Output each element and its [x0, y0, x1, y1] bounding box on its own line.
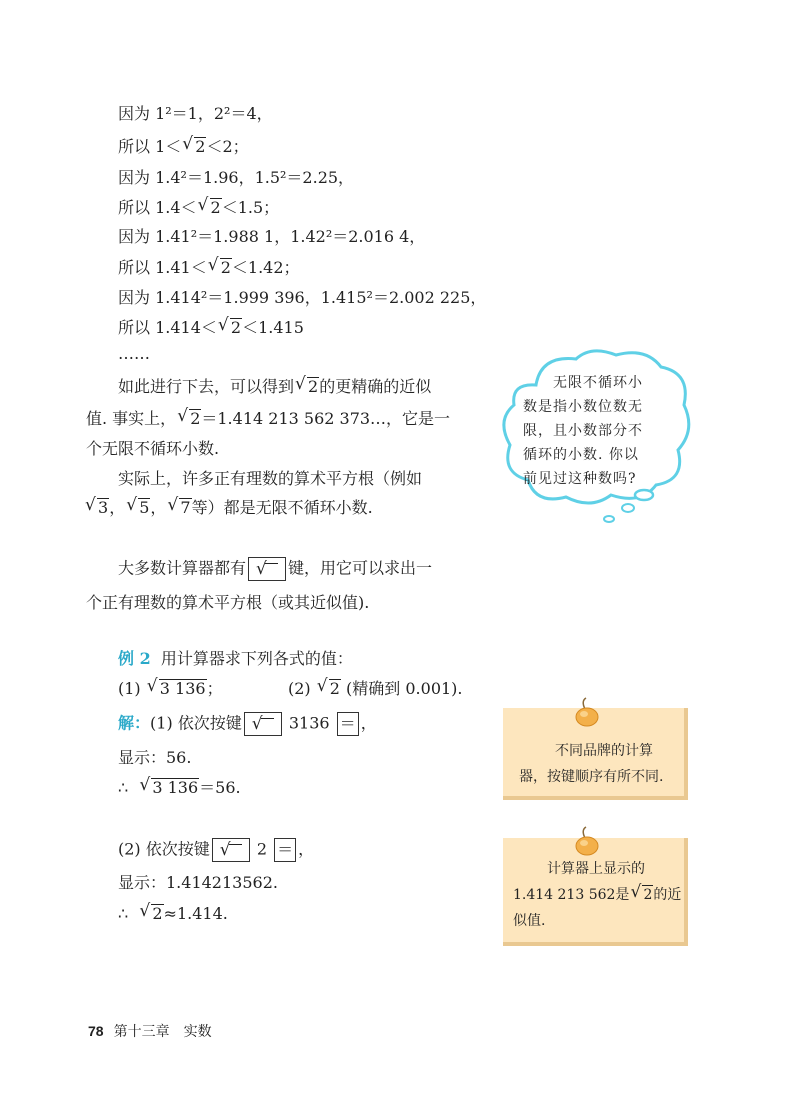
- text-span: 的近: [653, 887, 682, 903]
- note2-line3: 似值.: [513, 913, 546, 929]
- pushpin-icon: [573, 697, 601, 727]
- text-span: 3 136: [152, 778, 199, 797]
- line-7: [118, 287, 486, 309]
- text-span: 个正有理数的算术平方根（或其近似值).: [86, 593, 370, 612]
- text-span: 等）都是无限不循环小数.: [191, 498, 373, 517]
- solution-display2: [118, 872, 278, 894]
- text-span: 所以 1.414＜: [118, 318, 217, 337]
- example-title: [118, 648, 353, 670]
- example-q1: [118, 678, 223, 700]
- solution-result2: [118, 903, 228, 925]
- cloud-line2: 数是指小数位数无: [523, 399, 643, 415]
- sqrt-key: √: [244, 712, 282, 736]
- sqrt-2: [183, 136, 206, 158]
- text-span: 5: [139, 498, 150, 517]
- para2-line1: [118, 468, 422, 490]
- sqrt-key: √: [248, 557, 286, 581]
- note2-line2: [513, 882, 681, 908]
- text-span: (1) 依次按键: [150, 713, 242, 733]
- text-span: 键，用它可以求出一: [288, 558, 433, 578]
- text-span: 大多数计算器都有: [118, 558, 247, 578]
- sqrt-expression: [140, 903, 163, 925]
- text-span: ，: [150, 498, 167, 517]
- text-span: 用计算器求下列各式的值：: [160, 649, 353, 668]
- note1-line2: 器，按键顺序有所不同.: [519, 769, 664, 785]
- sqrt-expression: [140, 777, 199, 799]
- equals-key: ＝: [274, 838, 296, 862]
- chapter-title: 第十三章 实数: [113, 1024, 212, 1040]
- text-span: (2) 依次按键: [118, 839, 210, 859]
- example-label: 例 2: [118, 649, 151, 668]
- line-ellipsis: [118, 343, 150, 365]
- text-span: ……: [118, 344, 150, 363]
- text-span: 3: [98, 498, 109, 517]
- para1-line1: [118, 376, 431, 398]
- para3-line1: [118, 557, 432, 581]
- solution-label: 解：: [118, 713, 151, 733]
- sqrt-expression: [178, 408, 201, 430]
- text-span: (1): [118, 679, 141, 698]
- text-span: ，: [109, 498, 126, 517]
- text-span: 3136: [288, 713, 330, 733]
- line-2: [118, 136, 249, 158]
- text-span: (2): [288, 679, 311, 698]
- text-span: 因为 1.4²＝1.96，1.5²＝2.25，: [118, 168, 355, 187]
- cloud-line4: 循环的小数. 你以: [523, 447, 639, 463]
- cloud-line5: 前见过这种数吗?: [523, 471, 637, 487]
- text-span: ＜2；: [206, 137, 249, 156]
- text-span: 因为 1.414²＝1.999 396，1.415²＝2.002 225，: [118, 288, 487, 307]
- para3-line2: [86, 592, 369, 614]
- text-span: ，: [298, 839, 315, 859]
- text-span: 2: [220, 258, 231, 277]
- para2-line2: [84, 497, 373, 519]
- text-span: ＝1.414 213 562 373…，它是一: [201, 409, 451, 428]
- text-span: 所以 1＜: [118, 137, 182, 156]
- line-4: [118, 197, 279, 219]
- sqrt-expression: [631, 882, 653, 908]
- text-span: 个无限不循环小数.: [86, 439, 220, 458]
- text-span: 2: [230, 318, 242, 337]
- text-span: 的更精确的近似: [319, 377, 432, 396]
- cloud-line3: 限，且小数部分不: [523, 423, 643, 439]
- line-5: [118, 226, 425, 248]
- text-span: 2: [329, 679, 340, 698]
- text-span: 显示：1.414213562.: [118, 873, 278, 892]
- line-6: [118, 257, 300, 279]
- sqrt-expression: [296, 376, 319, 398]
- text-span: 3 136: [159, 679, 206, 698]
- para1-line2: [86, 408, 450, 430]
- sqrt-2: [219, 317, 242, 339]
- text-span: 2: [152, 904, 163, 923]
- sqrt-expression: [318, 678, 341, 700]
- text-span: ＜1.415: [242, 318, 304, 337]
- cloud-line1: 无限不循环小: [553, 375, 643, 391]
- text-span: 因为 1²＝1，2²＝4，: [118, 104, 273, 123]
- line-3: [118, 167, 354, 189]
- note1-line1: 不同品牌的计算: [555, 743, 653, 759]
- text-span: 显示：56.: [118, 748, 192, 767]
- sqrt-2: [199, 197, 222, 219]
- text-span: 实际上，许多正有理数的算术平方根（例如: [118, 469, 423, 488]
- text-span: ∴: [118, 778, 129, 797]
- solution-step1: [118, 712, 377, 736]
- text-span: 1.414 213 562是: [513, 887, 630, 903]
- sqrt-2: [209, 257, 232, 279]
- text-span: ；: [206, 679, 223, 698]
- solution-result1: [118, 777, 241, 799]
- text-span: 2: [190, 409, 201, 428]
- line-1: [118, 103, 273, 125]
- text-span: ∴: [118, 904, 129, 923]
- page-footer: [88, 1021, 212, 1041]
- text-span: 值. 事实上，: [86, 409, 177, 428]
- solution-display1: [118, 747, 191, 769]
- sqrt-expression: [86, 497, 109, 519]
- text-span: 所以 1.4＜: [118, 198, 197, 217]
- text-span: 如此进行下去，可以得到: [118, 377, 295, 396]
- sqrt-expression: [168, 497, 191, 519]
- text-span: 2: [210, 198, 221, 217]
- equals-key: ＝: [337, 712, 359, 736]
- note2-line1: 计算器上显示的: [547, 861, 645, 877]
- line-8: [118, 317, 304, 339]
- sqrt-expression: [148, 678, 207, 700]
- page-number: 78: [88, 1023, 104, 1039]
- sqrt-key: √: [212, 838, 250, 862]
- text-span: (精确到 0.001).: [346, 679, 463, 698]
- sqrt-expression: [127, 497, 150, 519]
- text-span: ，: [360, 713, 377, 733]
- text-span: 2: [308, 377, 319, 396]
- solution-step2: [118, 838, 314, 862]
- text-span: 因为 1.41²＝1.988 1，1.42²＝2.016 4，: [118, 227, 426, 246]
- text-span: 2: [643, 887, 653, 903]
- text-span: 所以 1.41＜: [118, 258, 207, 277]
- text-span: 2: [256, 839, 268, 859]
- text-span: ＜1.5；: [221, 198, 280, 217]
- text-span: 2: [195, 137, 206, 156]
- text-span: ＜1.42；: [231, 258, 300, 277]
- para1-line3: [86, 438, 219, 460]
- text-span: ＝56.: [199, 778, 241, 797]
- text-span: ≈1.414.: [163, 904, 228, 923]
- pushpin-icon: [573, 826, 601, 856]
- text-span: 7: [180, 498, 191, 517]
- example-q2: [288, 678, 463, 700]
